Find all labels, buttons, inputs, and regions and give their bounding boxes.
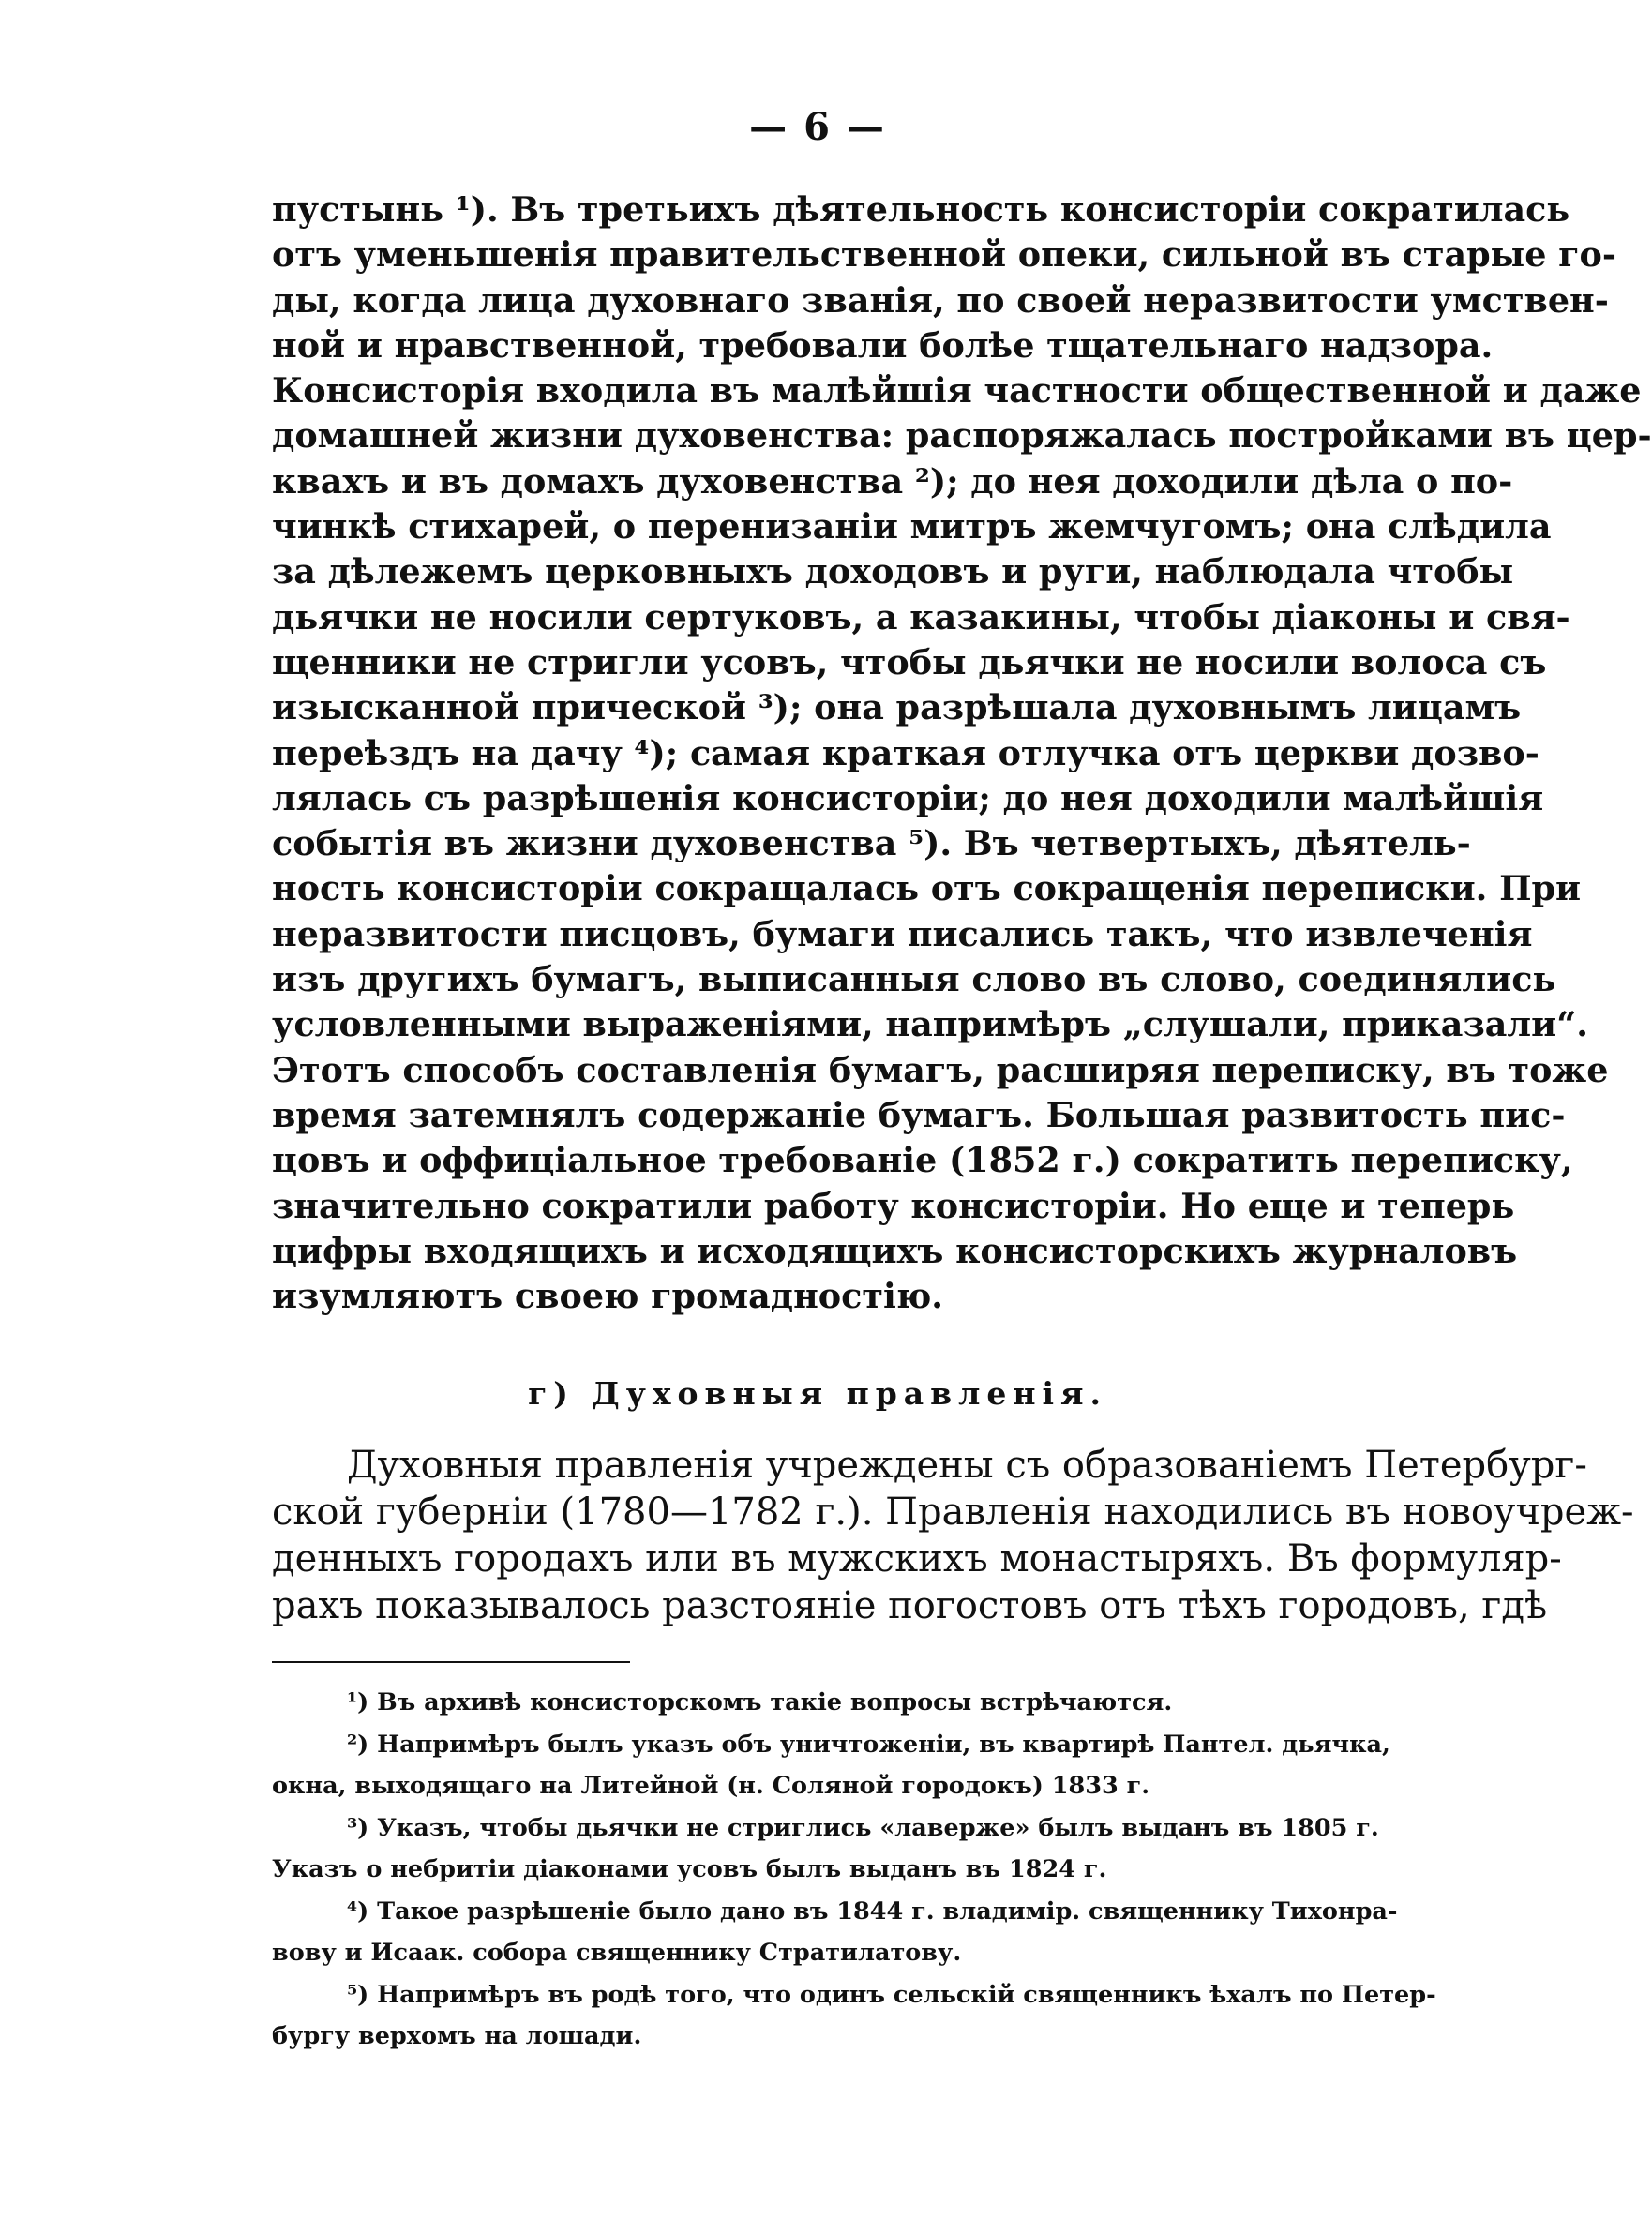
text-line: переѣздъ на дачу ⁴); самая краткая отлучка отъ церкви дозво- [272, 732, 1539, 773]
section-heading: г) Духовныя правленія. [528, 1375, 1107, 1412]
text-line: денныхъ городахъ или въ мужскихъ монастыряхъ. Въ формуляр- [272, 1537, 1562, 1581]
text-line: дьячки не носили сертуковъ, а казакины, чтобы діаконы и свя- [272, 596, 1570, 637]
text-line: Консисторія входила въ малѣйшія частности общественной и даже [272, 370, 1642, 412]
page-number: — 6 — [749, 105, 886, 149]
footnote-line: ²) Напримѣръ былъ указъ объ уничтоженіи, въ квартирѣ Пантел. дьячка, [347, 1730, 1390, 1759]
footnote-1 [272, 1682, 1378, 1724]
footnote-line: вову и Исаак. собора священнику Стратилатову. [272, 1939, 962, 1967]
text-line: Этотъ способъ составленія бумагъ, расширяя переписку, въ тоже [272, 1049, 1609, 1090]
text-line: лялась съ разрѣшенія консисторіи; до нея доходили малѣйшія [272, 777, 1544, 818]
text-line: событія въ жизни духовенства ⁵). Въ четвертыхъ, дѣятель- [272, 823, 1471, 864]
footnote-4 [272, 1891, 1398, 1974]
footnote-line: Указъ о небритіи діаконами усовъ былъ выданъ въ 1824 г. [272, 1855, 1107, 1883]
text-line: изумляютъ своею громадностію. [272, 1276, 943, 1317]
text-line: ность консисторіи сокращалась отъ сокращенія переписки. При [272, 868, 1582, 909]
text-line: отъ уменьшенія правительственной опеки, сильной въ старые го- [272, 234, 1617, 276]
text-line: ды, когда лица духовнаго званія, по своей неразвитости умствен- [272, 279, 1609, 321]
text-line: домашней жизни духовенства: распоряжалась постройками въ цер- [272, 415, 1652, 457]
footnote-line: ¹) Въ архивѣ консисторскомъ такіе вопросы встрѣчаются. [347, 1688, 1173, 1716]
text-line: условленными выраженіями, напримѣръ „слушали, приказали“. [272, 1004, 1588, 1045]
text-line: цовъ и оффиціальное требованіе (1852 г.) сократить переписку, [272, 1140, 1573, 1181]
text-line: значительно сократили работу консисторіи. Но еще и теперь [272, 1185, 1515, 1226]
text-line: квахъ и въ домахъ духовенства ²); до нея доходили дѣла о по- [272, 460, 1513, 502]
footnote-line: ⁵) Напримѣръ въ родѣ того, что одинъ сельскій священникъ ѣхалъ по Петер- [347, 1980, 1436, 2009]
text-line: ной и нравственной, требовали болѣе тщательнаго надзора. [272, 324, 1494, 366]
second-paragraph [272, 1442, 1634, 1629]
text-line: неразвитости писцовъ, бумаги писались такъ, что извлеченія [272, 913, 1533, 954]
text-line: пустынь ¹). Въ третьихъ дѣятельность консисторіи сократилась [272, 189, 1570, 230]
footnote-2 [272, 1724, 1390, 1807]
text-line: чинкѣ стихарей, о перенизаніи митръ жемчугомъ; она слѣдила [272, 506, 1552, 547]
footnote-divider [272, 1661, 630, 1663]
footnote-line: ³) Указъ, чтобы дьячки не стриглись «лаверже» былъ выданъ въ 1805 г. [347, 1813, 1379, 1842]
text-line: ской губерніи (1780—1782 г.). Правленія находились въ новоучреж- [272, 1491, 1634, 1534]
text-line: за дѣлежемъ церковныхъ доходовъ и руги, наблюдала чтобы [272, 551, 1514, 592]
footnote-line: окна, выходящаго на Литейной (н. Соляной городокъ) 1833 г. [272, 1772, 1150, 1800]
text-line: изысканной прической ³); она разрѣшала духовнымъ лицамъ [272, 687, 1522, 728]
text-line: изъ другихъ бумагъ, выписанныя слово въ слово, соединялись [272, 959, 1556, 1000]
footnote-line: бургу верхомъ на лошади. [272, 2022, 642, 2050]
text-line: цифры входящихъ и исходящихъ консисторскихъ журналовъ [272, 1230, 1518, 1271]
footnote-3 [272, 1807, 1378, 1891]
footnotes [272, 1682, 1436, 2058]
text-line: щенники не стригли усовъ, чтобы дьячки не носили волоса съ [272, 641, 1547, 682]
text-line: рахъ показывалось разстояніе погостовъ отъ тѣхъ городовъ, гдѣ [272, 1584, 1548, 1627]
footnote-5 [272, 1974, 1436, 2058]
text-line: Духовныя правленія учреждены съ образованіемъ Петербург- [347, 1444, 1587, 1487]
text-line: время затемнялъ содержаніе бумагъ. Большая развитость пис- [272, 1094, 1566, 1135]
footnote-line: ⁴) Такое разрѣшеніе было дано въ 1844 г. владимір. священнику Тихонра- [347, 1896, 1398, 1926]
main-paragraph [272, 187, 1652, 1319]
